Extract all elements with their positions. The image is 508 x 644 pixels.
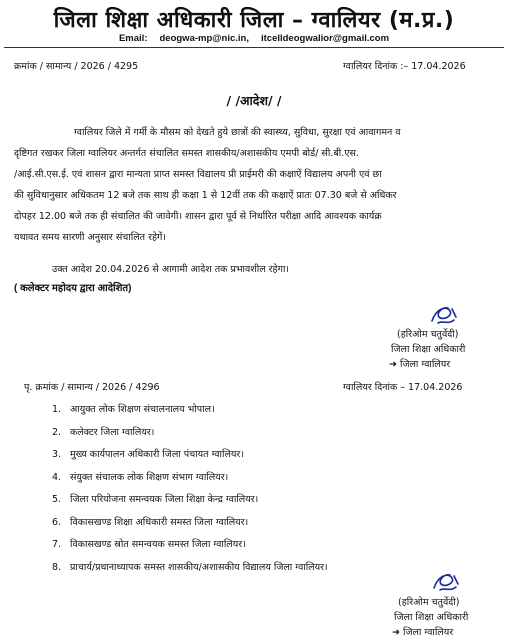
email-label: Email: [118,33,148,44]
signatory-name: (हरिओम चतुर्वेदी) [398,597,460,608]
paragraph-line: यथावत समय सारणी अनुसार संचालित रहेगें। [14,232,166,243]
email-address-2[interactable]: itcelldeogwalior@gmail.com [260,33,390,44]
paragraph-line: /आई.सी.एस.ई. एवं शासन द्वारा मान्यता प्राप्त समस्त विद्यालय प्री प्राईमरी की कक्षाऐं विद्यालय अपनी एवं छा [14,169,382,180]
list-item: 1. आयुक्त लोक शिक्षण संचालनालय भोपाल। [52,404,215,415]
order-number: क्रमांक / सामान्य / 2026 / 4295 [14,61,139,72]
signature-scribble [430,570,462,596]
list-item: 5. जिला परियोजना समन्वयक जिला शिक्षा केन्द्र ग्वालियर। [52,494,259,505]
order-date: ग्वालियर दिनांक :– 17.04.2026 [343,61,466,72]
list-item: 4. संयुक्त संचालक लोक शिक्षण संभाग ग्वालियर। [52,471,229,483]
signatory-place: ➜ जिला ग्वालियर [392,627,454,638]
recipient-list [52,399,328,579]
header-divider [4,47,504,48]
endorsement-number: पृ. क्रमांक / सामान्य / 2026 / 4296 [24,382,160,393]
order-paragraph [14,122,506,248]
arrow-icon: ➜ [389,359,400,370]
list-item: 3. मुख्य कार्यपालन अधिकारी जिला पंचायत ग्वालियर। [52,449,244,460]
email-row [0,33,508,44]
paragraph-line: ग्वालियर जिले में गर्मी के मौसम को देखते हुये छात्रों की स्वास्थ्य, सुविधा, सुरक्षा एवं आवागमन व [74,127,401,138]
list-item: 6. विकासखण्ड शिक्षा अधिकारी समस्त जिला ग्वालियर। [52,516,249,528]
order-heading: / /आदेश/ / [226,93,282,108]
endorsement-date: ग्वालियर दिनांक – 17.04.2026 [343,382,463,393]
signatory-name: (हरिओम चतुर्वेदी) [397,329,459,340]
email-address-1[interactable]: deogwa-mp@nic.in, [159,33,249,44]
office-title: जिला शिक्षा अधिकारी जिला – ग्वालियर (म.प्र.) [53,8,455,33]
list-item: 2. कलेक्टर जिला ग्वालियर। [52,426,155,438]
signatory-designation: जिला शिक्षा अधिकारी [391,344,466,355]
signatory-designation: जिला शिक्षा अधिकारी [394,612,469,623]
effective-date-note: उक्त आदेश 20.04.2026 से आगामी आदेश तक प्रभावशील रहेगा। [52,264,290,275]
signature-scribble [428,303,460,329]
signatory-place: ➜ जिला ग्वालियर [389,359,451,370]
authority-note: ( कलेक्टर महोदय द्वारा आदेशित) [14,283,132,294]
paragraph-line: की सुविधानुसार अधिकतम 12 बजे तक साथ ही कक्षा 1 से 12वीं तक की कक्षाऐं प्रातः 07.30 बजे से अधिकर [14,190,397,201]
arrow-icon: ➜ [392,627,403,638]
paragraph-line: दृष्टिगत रखकर जिला ग्वालियर अन्तर्गत संचालित समस्त शासकीय/अशासकीय एमपी बोर्ड/ सी.बी.एस. [14,148,359,159]
list-item: 7. विकासखण्ड स्रोत समन्वयक समस्त जिला ग्वालियर। [52,539,246,550]
paragraph-line: दोपहर 12.00 बजे तक ही संचालित की जावेगी। शासन द्वारा पूर्व से निर्धारित परीक्षा आदि आवश्यक कार्यक्र [14,211,382,222]
list-item: 8. प्राचार्य/प्रधानाध्यापक समस्त शासकीय/अशासकीय विद्यालय जिला ग्वालियर। [52,561,328,573]
